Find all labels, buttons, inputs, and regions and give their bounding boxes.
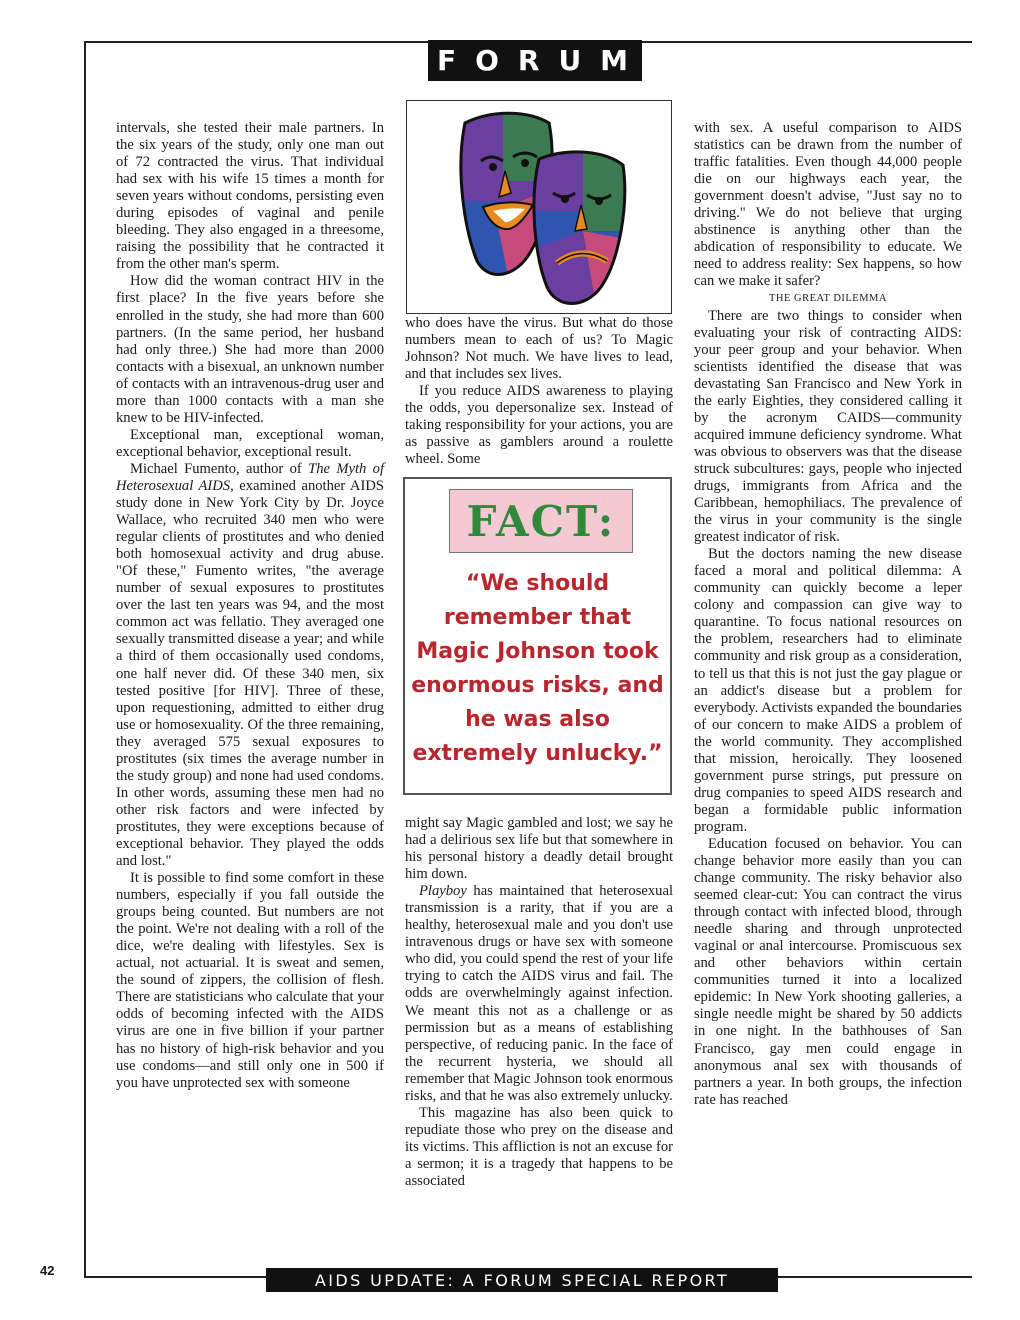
page-number: 42 [40,1263,55,1278]
paragraph: There are two things to consider when evaluating your risk of contracting AIDS: your peer group and your behavior. When scientists identified the disease that was devastating San Francisco and New York in the early Eighties, they considered calling it by the acronym CAIDS—community acquired immune deficiency syndrome. What was obvious to observers was that the disease struck subcultures: gays, people who injected drugs, immigrants from Africa and the Caribbean, hemophiliacs. The prevalence of the virus in your community is the single greatest indicator of risk. [694,307,962,546]
text-run: has maintained that heterosexual transmission is a rarity, that if you are a healthy, heterosexual male and you don't use intravenous drugs or have sex with someone who did, you could spend the rest of your life trying to catch the AIDS virus and fail. The odds are overwhelmingly against infection. We meant this not as a challenge or as permission but as a means of establishing perspective, of reducing panic. In the face of the recurrent hysteria, we should all remember that Magic Johnson took enormous risks, and that he was also extremely unlucky. [405,883,673,1104]
article-column-1 [116,120,384,1092]
forum-banner: FORUM [428,40,642,81]
masks-icon [407,101,671,313]
footer-banner: AIDS UPDATE: A FORUM SPECIAL REPORT [266,1268,778,1292]
fact-label: FACT: [449,489,633,553]
paragraph: who does have the virus. But what do those numbers mean to each of us? To Magic Johnson? Not much. We have lives to lead, and that includes sex lives. [405,315,673,383]
paragraph: This magazine has also been quick to repudiate those who prey on the disease and its victims. This affliction is not an excuse for a sermon; it is a tragedy that happens to be associated [405,1104,673,1189]
paragraph: But the doctors naming the new disease faced a moral and political dilemma: A community can quickly become a leper colony and compassion can give way to quarantine. To focus national resources on the problem, researchers had to eliminate community and risk group as a consideration, to tell us that this is not just the gay plague or an addict's disease but a problem for everybody. Activists expanded the boundaries of our concern to make AIDS a problem of the world community. They accomplished that mission, heroically. They loosened government purse strings, put pressure on drug companies to speed AIDS research and began a formidable public information program. [694,546,962,835]
book-title: The Myth of Heterosexual AIDS [116,460,384,494]
text-run: Michael Fumento, author of [130,460,309,477]
paragraph [116,461,384,870]
paragraph: Exceptional man, exceptional woman, exceptional behavior, exceptional result. [116,426,384,460]
paragraph: with sex. A useful comparison to AIDS statistics can be drawn from the number of traffic fatalities. Even though 44,000 people die on our highways each year, the government doesn't advise, "Just say no to driving." We do not believe that urging abstinence is anything other than the abdication of responsibility to educate. We need to address reality: Sex happens, so how can we make it safer? [694,120,962,290]
article-column-3 [694,120,962,1109]
paragraph: intervals, she tested their male partners. In the six years of the study, only one man out of 72 contracted the virus. That individual had sex with his wife 15 times a month for seven years without condoms, persisting even during episodes of vaginal and penile bleeding. They also engaged in a threesome, raising the possibility that he contracted it from the other man's sperm. [116,120,384,273]
paragraph: might say Magic gambled and lost; we say he had a delirious sex life but that somewhere in his personal history a deadly detail brought him down. [405,815,673,883]
frame-left-rule [84,41,86,1278]
text-run: , examined another AIDS study done in New York City by Dr. Joyce Wallace, who recruited 340 men who were regular clients of prostitutes and who denied both homosexual activity and drug abuse. "Of these," Fumento writes, "the average number of sexual exposures to prostitutes over the last ten years was 94, and the most common act was fellatio. They averaged one sexually transmitted disease a year; and while a third of them occasionally used condoms, one half never did. Of these 340 men, six tested positive [for HIV]. Three of these, upon requestioning, admitted to either drug use or homosexuality. Of the three remaining, they averaged 575 sexual exposures to prostitutes (six times the average number in the study group) and none had used condoms. In other words, assuming these men had no other risk factors and were infected by prostitutes, they were exceptions because of exceptional behavior. They played the odds and lost." [116,477,384,870]
paragraph: Education focused on behavior. You can change behavior more easily than you can change community. The risky behavior also seemed clear-cut: You can contract the virus through contact with infected blood, through needle sharing and through unprotected vaginal or anal intercourse. Promiscuous sex and other behaviors within certain communities turned it into a localized epidemic: In New York shooting galleries, a single needle might be shared by 50 addicts in one night. In the bathhouses of San Francisco, gay men could engage in anonymous anal sex with thousands of partners a year. In both groups, the infection rate has reached [694,835,962,1108]
fact-quote: “We should remember that Magic Johnson took enormous risks, and he was also extremely unlucky.” [411,571,664,766]
article-column-2-bottom [405,815,673,1190]
article-column-2-top [405,315,673,468]
section-subhead: THE GREAT DILEMMA [769,293,887,305]
paragraph: If you reduce AIDS awareness to playing the odds, you depersonalize sex. Instead of taking responsibility for your actions, you are as passive as gamblers around a roulette wheel. Some [405,383,673,468]
paragraph: It is possible to find some comfort in these numbers, especially if you fall outside the groups being counted. But numbers are not the point. We're not dealing with a roll of the dice, we're dealing with lifestyles. Sex is actual, not actuarial. It is sweat and semen, the sound of zippers, the collision of flesh. There are statisticians who calculate that your odds of becoming infected with the AIDS virus are one in five billion if your partner has no history of high-risk behavior and you use condoms—and still only one in 500 if you have unprotected sex with someone [116,870,384,1091]
fact-pull-quote-box [403,477,672,795]
magazine-name: Playboy [419,883,467,900]
theater-masks-illustration [406,100,672,314]
paragraph [405,883,673,1105]
paragraph: How did the woman contract HIV in the first place? In the five years before she enrolled in the study, she had more than 600 partners. (In the same period, her husband had only three.) She had more than 2000 contacts with a bisexual, an unknown number of contacts with an intravenous-drug user and more than 1000 contacts with a man she knew to be HIV-infected. [116,273,384,426]
